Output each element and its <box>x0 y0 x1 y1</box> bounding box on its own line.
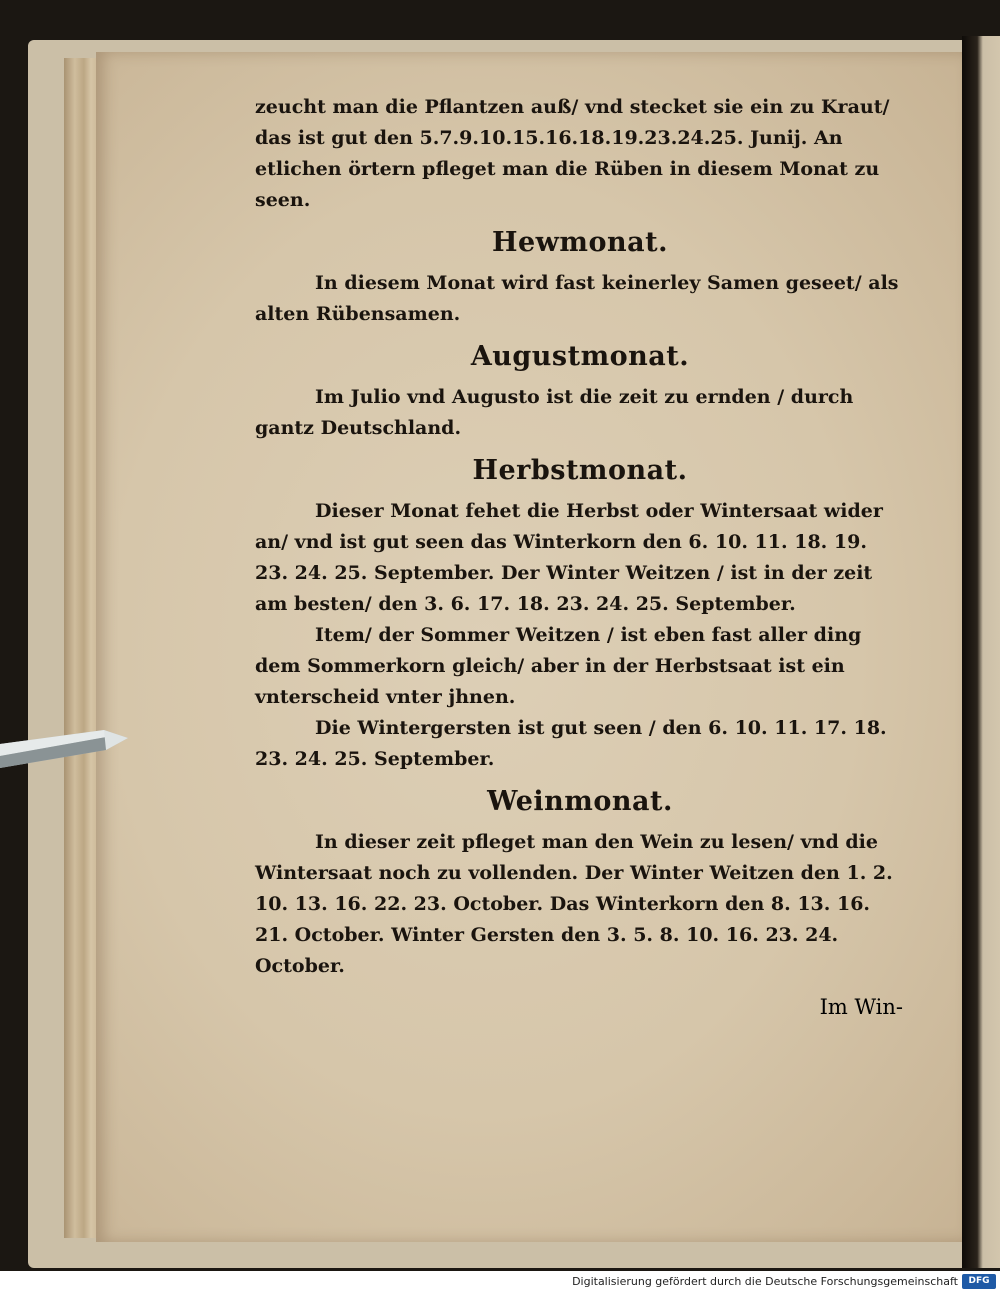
section-heading: Weinmonat. <box>487 786 673 817</box>
catchword-wrap <box>255 978 905 1023</box>
footer-credit: Digitalisierung gefördert durch die Deutsche Forschungsgemeinschaft <box>572 1275 958 1288</box>
text-paragraph: Dieser Monat fehet die Herbst oder Wintersaat wider an/ vnd ist gut seen das Winterkorn den 6. 10. 11. 18. 19. 23. 24. 25. September. Der Winter Weitzen / ist in der zeit am besten/ den 3. 6. 17. 18. 23. 24. 25. September. <box>255 500 883 615</box>
text-paragraph: In dieser zeit pfleget man den Wein zu lesen/ vnd die Wintersaat noch zu vollenden. Der Winter Weitzen den 1. 2. 10. 13. 16. 22. 23. October. Das Winterkorn den 8. 13. 16. 21. October. Winter Gersten den 3. 5. 8. 10. 16. 23. 24. October. <box>255 831 893 977</box>
section-heading: Herbstmonat. <box>472 455 688 486</box>
text-paragraph: In diesem Monat wird fast keinerley Samen geseet/ als alten Rübensamen. <box>255 272 899 325</box>
page-text <box>255 92 905 982</box>
dfg-logo: DFG <box>962 1274 996 1289</box>
text-paragraph: zeucht man die Pflantzen auß/ vnd stecket sie ein zu Kraut/ das ist gut den 5.7.9.10.15.16.18.19.23.24.25. Junij. An etlichen örtern pfleget man die Rüben in diesem Monat zu seen. <box>255 96 890 211</box>
section-heading: Hewmonat. <box>491 227 668 258</box>
pen-icon <box>0 722 130 778</box>
text-paragraph: Im Julio vnd Augusto ist die zeit zu ernden / durch gantz Deutschland. <box>255 386 854 439</box>
text-paragraph: Item/ der Sommer Weitzen / ist eben fast aller ding dem Sommerkorn gleich/ aber in der Herbstsaat ist ein vnterscheid vnter jhnen. <box>255 624 862 708</box>
book-gutter <box>962 36 1000 1268</box>
section-heading: Augustmonat. <box>470 341 690 372</box>
catchword: Im Win- <box>819 995 903 1019</box>
text-paragraph: Die Wintergersten ist gut seen / den 6. 10. 11. 17. 18. 23. 24. 25. September. <box>255 717 887 770</box>
page-stack-edge <box>64 58 100 1238</box>
